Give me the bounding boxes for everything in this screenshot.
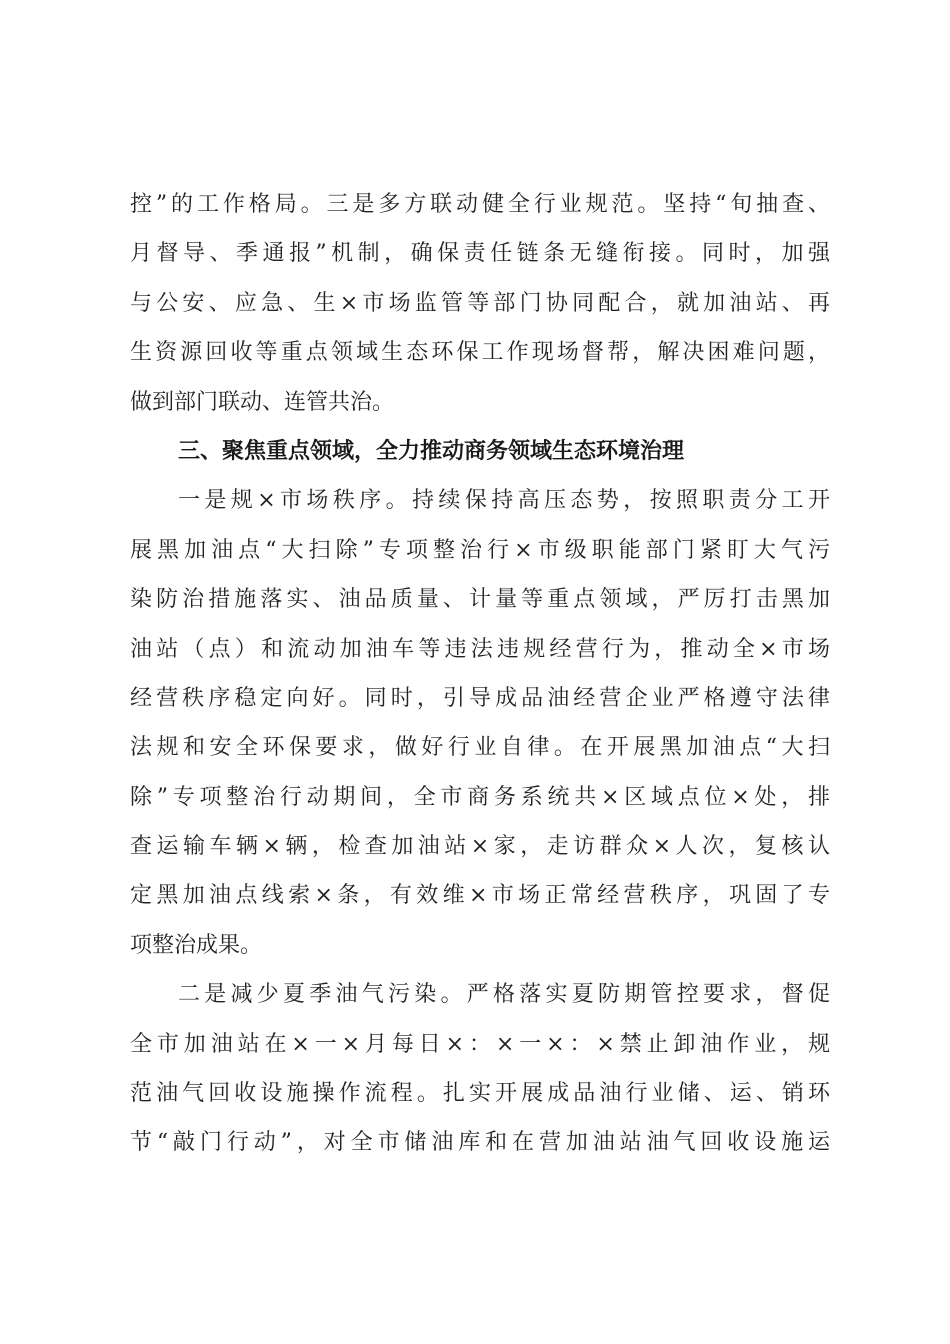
paragraph-line: 查运输车辆×辆，检查加油站×家，走访群众×人次，复核认 [130,834,830,860]
paragraph-line: 经营秩序稳定向好。同时，引导成品油经营企业严格遵守法律 [130,685,830,711]
paragraph-line: 范油气回收设施操作流程。扎实开展成品油行业储、运、销环 [130,1081,830,1107]
paragraph-line: 二是减少夏季油气污染。严格落实夏防期管控要求，督促 [178,982,830,1008]
paragraph-line: 油站（点）和流动加油车等违法违规经营行为，推动全×市场 [130,636,830,662]
paragraph-line: 一是规×市场秩序。持续保持高压态势，按照职责分工开 [178,488,830,514]
paragraph-line: 全市加油站在×一×月每日×：×一×：×禁止卸油作业，规 [130,1031,830,1057]
paragraph-line: 项整治成果。 [130,932,263,958]
paragraph-line: 做到部门联动、连管共治。 [130,389,395,415]
paragraph-line: 法规和安全环保要求，做好行业自律。在开展黑加油点“大扫 [130,735,830,761]
paragraph-line: 定黑加油点线索×条，有效维×市场正常经营秩序，巩固了专 [130,883,830,909]
document-body [130,180,830,1168]
paragraph-line: 控”的工作格局。三是多方联动健全行业规范。坚持“旬抽查、 [130,192,830,217]
paragraph-line: 染防治措施落实、油品质量、计量等重点领域，严厉打击黑加 [130,587,830,613]
paragraph-line: 展黑加油点“大扫除”专项整治行×市级职能部门紧盯大气污 [130,537,830,563]
paragraph-line: 节“敲门行动”，对全市储油库和在营加油站油气回收设施运 [130,1130,830,1156]
paragraph-line: 生资源回收等重点领域生态环保工作现场督帮，解决困难问题， [130,340,830,366]
paragraph-line: 月督导、季通报”机制，确保责任链条无缝衔接。同时，加强 [130,241,830,267]
section-heading: 三、聚焦重点领域，全力推动商务领域生态环境治理 [178,438,685,464]
paragraph-line: 除”专项整治行动期间，全市商务系统共×区域点位×处，排 [130,784,830,810]
paragraph-line: 与公安、应急、生×市场监管等部门协同配合，就加油站、再 [130,290,830,316]
